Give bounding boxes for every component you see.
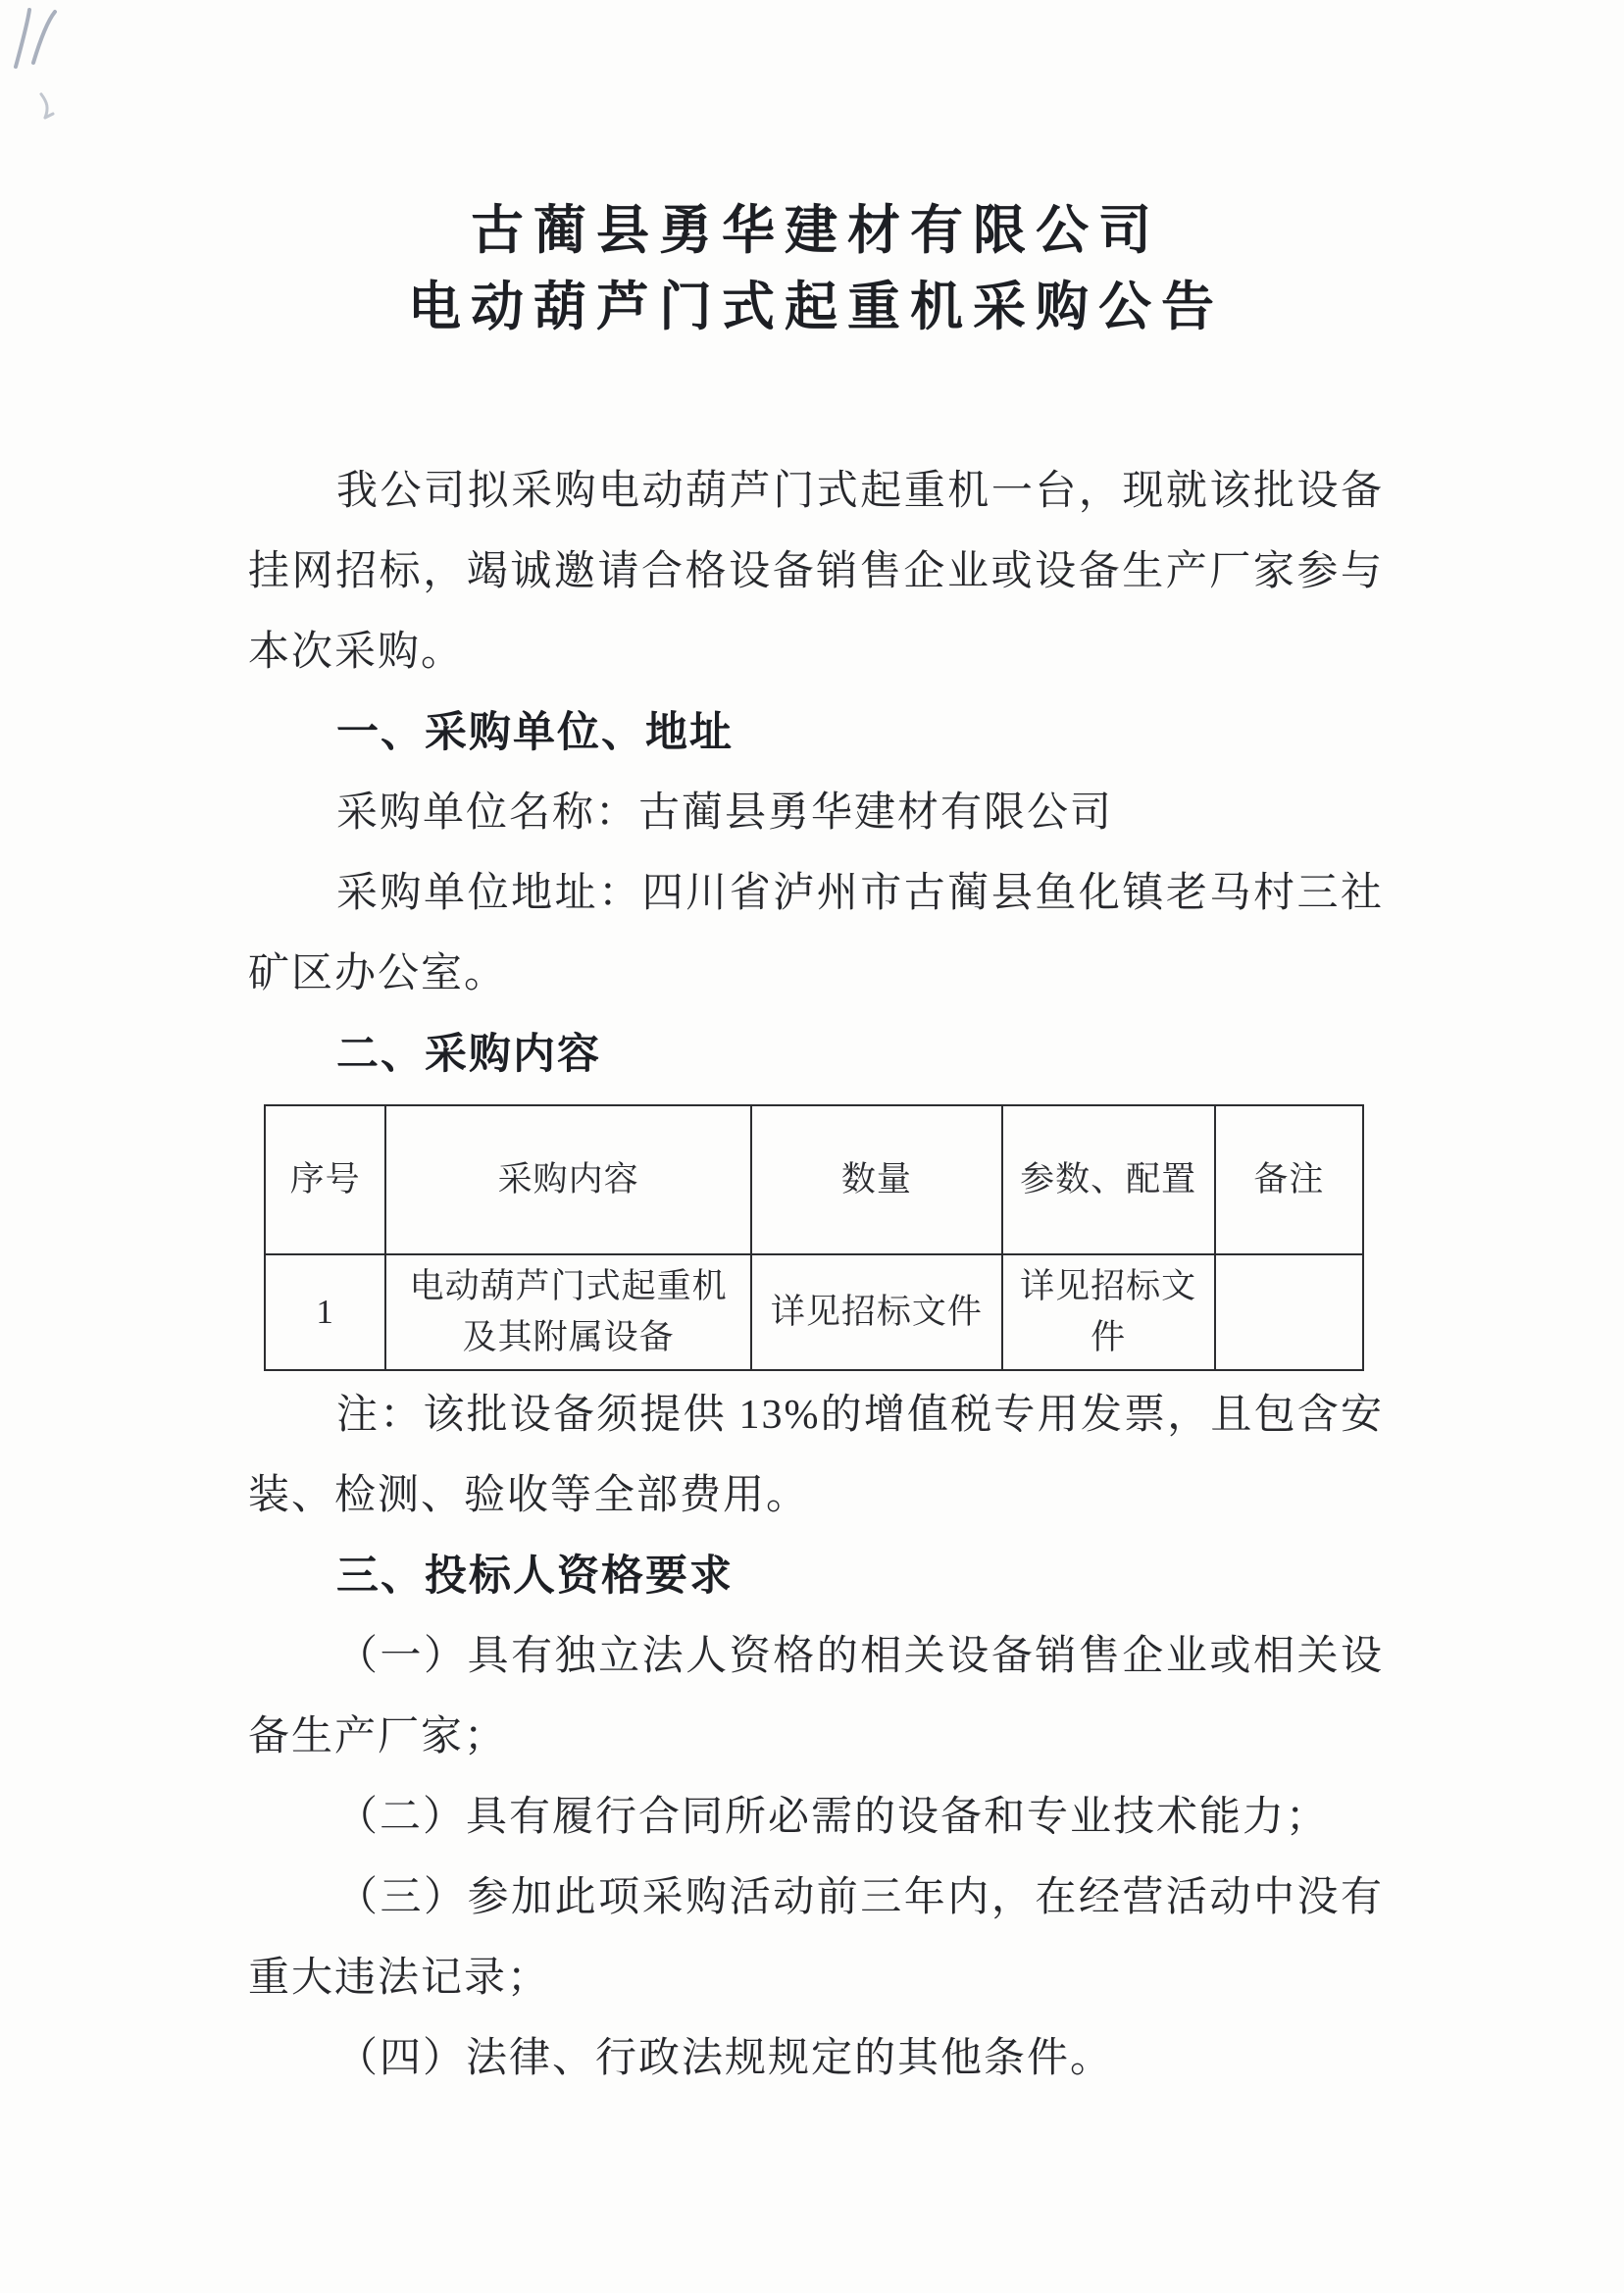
cell-remarks: [1215, 1254, 1363, 1370]
tax-note-paragraph: 注：该批设备须提供 13%的增值税专用发票，且包含安装、检测、验收等全部费用。: [248, 1393, 1384, 1518]
purchaser-name-line: 采购单位名称：古蔺县勇华建材有限公司: [336, 790, 1114, 836]
header-cell-content: 采购内容: [385, 1105, 751, 1254]
document-body: [248, 0, 1384, 2099]
section2-heading: 二、采购内容: [336, 1031, 601, 1078]
document-title: [248, 192, 1384, 345]
qualification-item-3: （三）参加此项采购活动前三年内，在经营活动中没有重大违法记录；: [248, 1875, 1384, 2001]
cell-index: 1: [265, 1254, 385, 1370]
document-text: [248, 451, 1384, 2099]
purchase-content-table: [264, 1104, 1364, 1371]
qualification-item-4: （四）法律、行政法规规定的其他条件。: [336, 2036, 1114, 2081]
cell-parameters: 详见招标文件: [1002, 1254, 1215, 1370]
header-cell-quantity: 数量: [751, 1105, 1001, 1254]
section1-heading: 一、采购单位、地址: [336, 709, 734, 756]
title-line-subject: 电动葫芦门式起重机采购公告: [408, 278, 1224, 336]
cell-content: 电动葫芦门式起重机及其附属设备: [385, 1254, 751, 1370]
table-header-row: [265, 1105, 1363, 1254]
intro-paragraph: 我公司拟采购电动葫芦门式起重机一台，现就该批设备挂网招标，竭诚邀请合格设备销售企业或设备生产厂家参与本次采购。: [248, 469, 1384, 675]
qualification-item-1: （一）具有独立法人资格的相关设备销售企业或相关设备生产厂家；: [248, 1634, 1384, 1759]
pen-dot-mark: [33, 90, 63, 124]
title-line-company: 古蔺县勇华建材有限公司: [471, 201, 1161, 260]
pen-scribble-mark: [4, 6, 73, 75]
cell-quantity: 详见招标文件: [751, 1254, 1001, 1370]
section3-heading: 三、投标人资格要求: [336, 1553, 734, 1600]
header-cell-index: 序号: [265, 1105, 385, 1254]
table-row: [265, 1254, 1363, 1370]
header-cell-parameters: 参数、配置: [1002, 1105, 1215, 1254]
purchaser-address-line: 采购单位地址：四川省泸州市古蔺县鱼化镇老马村三社矿区办公室。: [248, 871, 1384, 996]
header-cell-remarks: 备注: [1215, 1105, 1363, 1254]
qualification-item-2: （二）具有履行合同所必需的设备和专业技术能力；: [336, 1795, 1330, 1840]
